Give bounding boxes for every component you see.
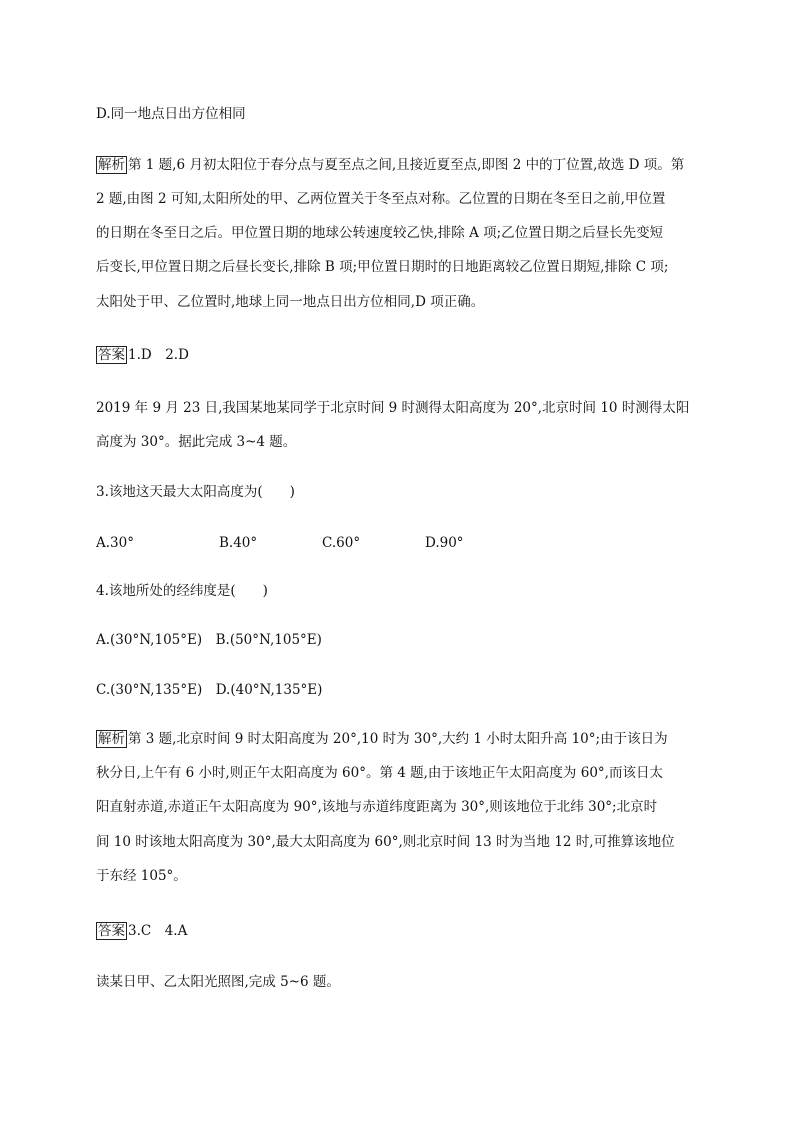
analysis-line: 于东经 105°。 (96, 868, 187, 884)
answer-line-2: 答案 3.C 4.A (98, 923, 188, 939)
analysis-line: 秋分日,上午有 6 小时,则正午太阳高度为 60°。第 4 题,由于该地正午太阳高度为 60°,而该日太 (96, 765, 663, 781)
intro-line: 2019 年 9 月 23 日,我国某地某同学于北京时间 9 时测得太阳高度为 20°,北京时间 10 时测得太阳 (96, 400, 690, 416)
analysis-line: 的日期在冬至日之后。甲位置日期的地球公转速度较乙快,排除 A 项;乙位置日期之后昼长先变短 (96, 225, 664, 241)
analysis-line: 2 题,由图 2 可知,太阳所处的甲、乙两位置关于冬至点对称。乙位置的日期在冬至日之前,甲位置 (96, 191, 666, 207)
question-4-stem: 4.该地所处的经纬度是( ) (96, 583, 268, 599)
q3-option-b: B.40° (219, 535, 258, 551)
analysis-line: 太阳处于甲、乙位置时,地球上同一地点日出方位相同,D 项正确。 (96, 294, 485, 310)
analysis-line: 间 10 时该地太阳高度为 30°,最大太阳高度为 60°,则北京时间 13 时为当地 12 时,可推算该地位 (96, 834, 675, 850)
q3-option-c: C.60° (322, 535, 361, 551)
analysis-line: 解析 第 3 题,北京时间 9 时太阳高度为 20°,10 时为 30°,大约 1 小时太阳升高 10°;由于该日为 (98, 731, 668, 747)
q3-option-a: A.30° (96, 535, 134, 551)
intro-5-6: 读某日甲、乙太阳光照图,完成 5~6 题。 (96, 974, 340, 990)
question-3-stem: 3.该地这天最大太阳高度为( ) (96, 484, 295, 500)
analysis-tag: 解析 (98, 157, 125, 173)
analysis-line: 解析 第 1 题,6 月初太阳位于春分点与夏至点之间,且接近夏至点,即图 2 中的丁位置,故选 D 项。第 (98, 157, 685, 173)
answer-tag: 答案 (98, 923, 125, 939)
analysis-tag: 解析 (98, 731, 125, 747)
q4-options-row-2: C.(30°N,135°E) D.(40°N,135°E) (96, 682, 323, 698)
intro-line: 高度为 30°。据此完成 3~4 题。 (96, 434, 297, 450)
answer-line-1: 答案 1.D 2.D (98, 347, 189, 363)
answer-tag: 答案 (98, 347, 125, 363)
q2-option-d: D.同一地点日出方位相同 (96, 106, 246, 122)
q3-option-d: D.90° (425, 535, 464, 551)
q4-options-row-1: A.(30°N,105°E) B.(50°N,105°E) (96, 632, 322, 648)
analysis-line: 阳直射赤道,赤道正午太阳高度为 90°,该地与赤道纬度距离为 30°,则该地位于北纬 30°;北京时 (96, 799, 658, 815)
analysis-line: 后变长,甲位置日期之后昼长变长,排除 B 项;甲位置日期时的日地距离较乙位置日期短,排除 C 项; (96, 259, 669, 275)
